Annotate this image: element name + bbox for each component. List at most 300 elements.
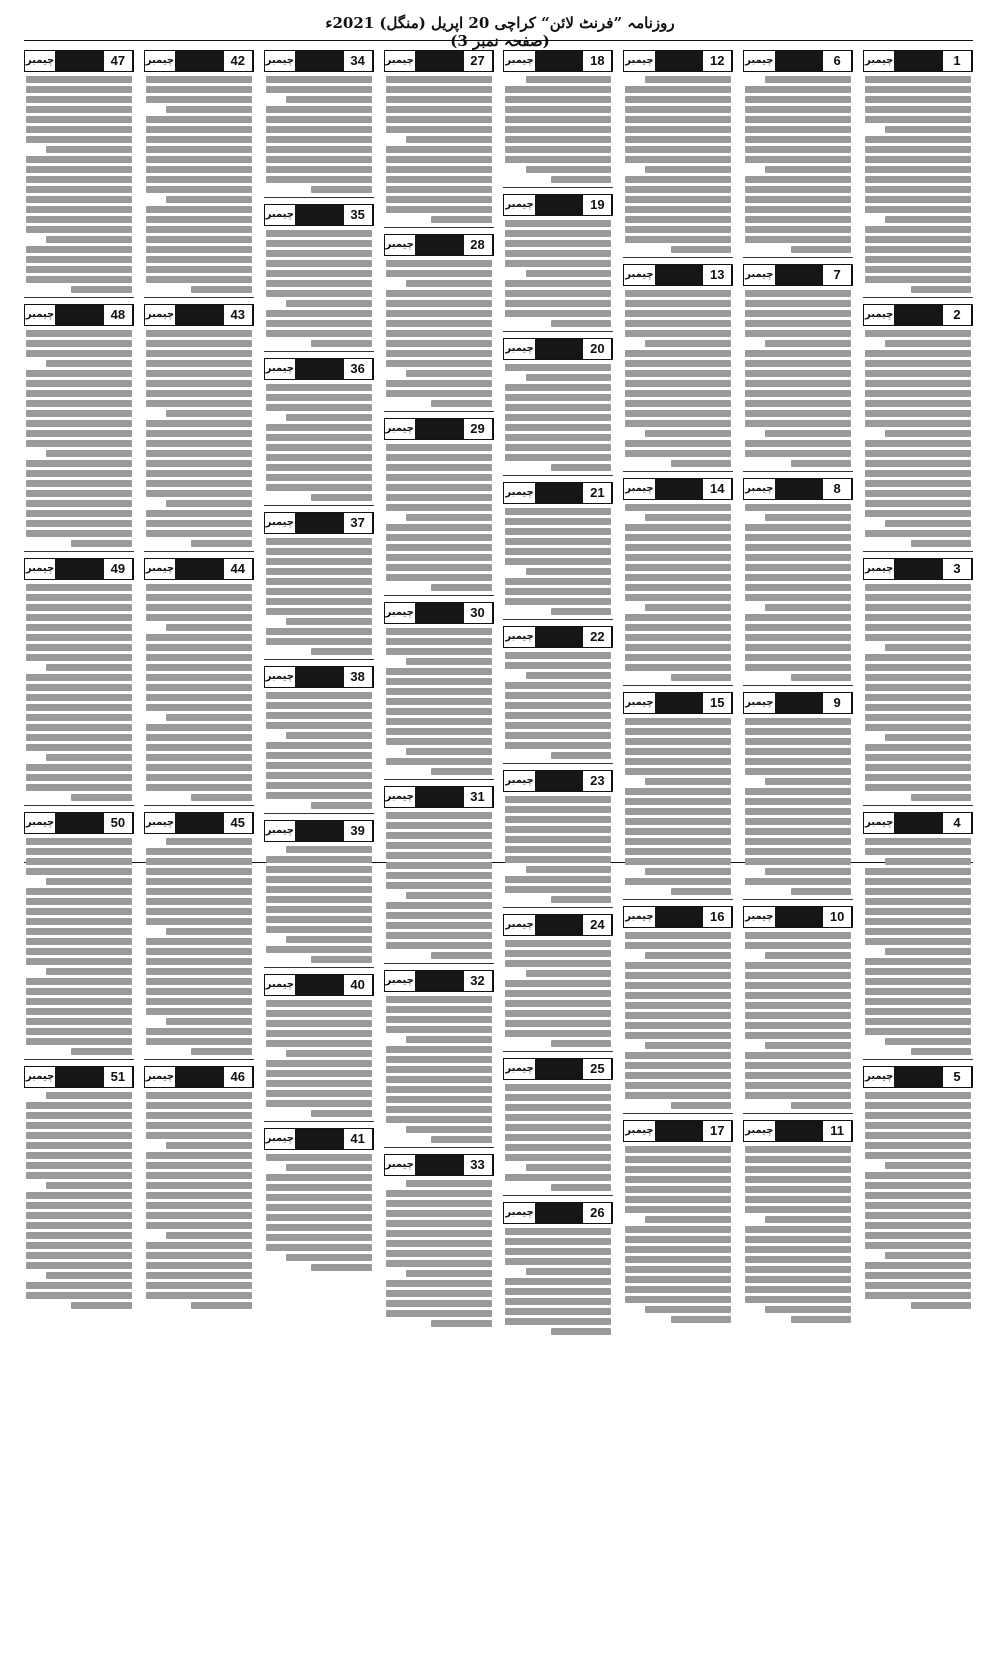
text-line [26, 480, 132, 487]
text-line [26, 266, 132, 273]
notice-label: چیمبر [865, 309, 894, 320]
tender-notice [264, 358, 374, 506]
text-line [386, 1250, 492, 1257]
tender-notice [623, 50, 733, 258]
notice-label: چیمبر [385, 55, 414, 66]
text-line [386, 648, 492, 655]
text-line [865, 744, 971, 751]
text-line [266, 1080, 372, 1087]
notice-number: 5 [943, 1067, 972, 1087]
text-line [146, 1152, 252, 1159]
text-line [505, 1030, 611, 1037]
text-line [505, 1258, 611, 1265]
text-line [146, 958, 252, 965]
text-line [386, 380, 492, 387]
text-line [26, 206, 132, 213]
notice-number: 34 [344, 51, 373, 71]
text-line [386, 1096, 492, 1103]
text-line [865, 908, 971, 915]
text-line [406, 1270, 492, 1277]
text-line [46, 1182, 132, 1189]
notice-divider [384, 595, 494, 596]
text-line [146, 1292, 252, 1299]
text-line [645, 1042, 731, 1049]
notice-header [24, 1066, 134, 1088]
notice-label: چیمبر [265, 1133, 294, 1144]
notice-divider [743, 471, 853, 472]
notice-number: 7 [823, 265, 852, 285]
tender-notice [264, 820, 374, 968]
text-line [386, 320, 492, 327]
text-line [26, 918, 132, 925]
text-line [505, 682, 611, 689]
text-line [266, 946, 372, 953]
text-line [146, 186, 252, 193]
text-line [386, 932, 492, 939]
text-line [26, 774, 132, 781]
text-line [386, 1190, 492, 1197]
text-line [505, 310, 611, 317]
text-line [266, 1000, 372, 1007]
text-line [146, 1092, 252, 1099]
text-line [865, 664, 971, 671]
text-line [505, 836, 611, 843]
text-line [146, 370, 252, 377]
text-line [406, 514, 492, 521]
text-line [266, 434, 372, 441]
text-line [26, 1132, 132, 1139]
notice-header-bar [415, 51, 464, 71]
notice-number: 27 [464, 51, 493, 71]
notice-label: چیمبر [505, 55, 534, 66]
notice-divider [144, 551, 254, 552]
text-line [386, 270, 492, 277]
notice-label: چیمبر [505, 1207, 534, 1218]
notice-header-bar [894, 813, 943, 833]
text-line [745, 146, 851, 153]
text-line [26, 246, 132, 253]
text-line [865, 1102, 971, 1109]
notice-label: چیمبر [265, 517, 294, 528]
text-line [266, 176, 372, 183]
text-line [146, 664, 252, 671]
notice-header-bar [535, 1203, 584, 1223]
text-line [745, 1246, 851, 1253]
text-line [505, 940, 611, 947]
text-line [765, 1042, 851, 1049]
text-line [625, 370, 731, 377]
text-line [146, 1162, 252, 1169]
notice-header [503, 914, 613, 936]
notice-divider [503, 475, 613, 476]
text-line [26, 86, 132, 93]
notice-header [24, 304, 134, 326]
notice-number: 39 [344, 821, 373, 841]
text-line [266, 166, 372, 173]
text-line [625, 838, 731, 845]
text-line [386, 494, 492, 501]
notice-number: 46 [224, 1067, 253, 1087]
text-line [26, 604, 132, 611]
text-line [26, 988, 132, 995]
text-line [146, 988, 252, 995]
notice-divider [384, 963, 494, 964]
text-line [625, 758, 731, 765]
notice-header-bar [655, 907, 704, 927]
text-line [266, 1060, 372, 1067]
text-line [625, 126, 731, 133]
tender-notice [264, 512, 374, 660]
text-line [745, 594, 851, 601]
notice-label: چیمبر [625, 269, 654, 280]
notice-header [264, 820, 374, 842]
text-line [386, 996, 492, 1003]
text-line [645, 76, 731, 83]
notice-header [743, 692, 853, 714]
text-line [26, 1282, 132, 1289]
text-line [625, 644, 731, 651]
text-line [745, 1166, 851, 1173]
text-line [386, 260, 492, 267]
tender-notice [144, 1066, 254, 1309]
notice-header [384, 970, 494, 992]
text-line [745, 1186, 851, 1193]
text-line [625, 1166, 731, 1173]
text-line [625, 106, 731, 113]
text-line [671, 460, 732, 467]
text-line [865, 276, 971, 283]
text-line [625, 310, 731, 317]
text-line [625, 176, 731, 183]
text-line [625, 738, 731, 745]
text-line [266, 598, 372, 605]
text-line [745, 1052, 851, 1059]
text-line [26, 350, 132, 357]
text-line [286, 414, 372, 421]
text-line [266, 320, 372, 327]
text-line [625, 962, 731, 969]
text-line [146, 604, 252, 611]
text-line [166, 928, 252, 935]
text-line [386, 1230, 492, 1237]
notice-divider [623, 257, 733, 258]
notice-header-bar [295, 667, 344, 687]
text-line [865, 400, 971, 407]
text-line [645, 868, 731, 875]
notice-label: چیمبر [385, 1159, 414, 1170]
notice-header-bar [295, 975, 344, 995]
text-line [146, 998, 252, 1005]
text-line [865, 440, 971, 447]
text-line [865, 1132, 971, 1139]
tender-notice [503, 1058, 613, 1196]
text-line [865, 584, 971, 591]
notice-divider [264, 197, 374, 198]
text-line [745, 1022, 851, 1029]
text-line [505, 1288, 611, 1295]
text-line [146, 968, 252, 975]
notice-header-bar [175, 51, 224, 71]
text-line [26, 510, 132, 517]
text-line [386, 106, 492, 113]
text-line [745, 176, 851, 183]
text-line [26, 694, 132, 701]
text-line [146, 460, 252, 467]
text-line [645, 430, 731, 437]
text-line [266, 1214, 372, 1221]
text-line [26, 958, 132, 965]
text-line [311, 1264, 372, 1271]
tender-notice [503, 1202, 613, 1335]
text-line [865, 1122, 971, 1129]
text-line [266, 752, 372, 759]
notice-header-bar [535, 771, 584, 791]
text-line [146, 1038, 252, 1045]
text-line [406, 658, 492, 665]
text-line [625, 196, 731, 203]
text-line [865, 1112, 971, 1119]
text-line [266, 136, 372, 143]
text-line [146, 146, 252, 153]
text-line [26, 520, 132, 527]
notice-label: چیمبر [625, 483, 654, 494]
tender-notice [503, 50, 613, 188]
text-line [865, 530, 971, 537]
text-line [386, 360, 492, 367]
text-line [146, 948, 252, 955]
text-line [505, 538, 611, 545]
text-line [406, 1126, 492, 1133]
text-line [386, 206, 492, 213]
text-line [26, 1242, 132, 1249]
text-line [551, 752, 612, 759]
text-line [745, 450, 851, 457]
text-line [146, 1252, 252, 1259]
text-line [745, 196, 851, 203]
text-line [266, 146, 372, 153]
text-line [26, 1142, 132, 1149]
text-line [26, 1172, 132, 1179]
text-line [791, 1316, 852, 1323]
text-line [386, 290, 492, 297]
text-line [505, 280, 611, 287]
text-line [865, 256, 971, 263]
text-line [386, 1240, 492, 1247]
text-line [885, 1252, 971, 1259]
notice-label: چیمبر [385, 791, 414, 802]
text-line [46, 1092, 132, 1099]
text-line [26, 654, 132, 661]
text-line [745, 360, 851, 367]
text-line [146, 380, 252, 387]
text-line [266, 444, 372, 451]
notice-header-bar [415, 787, 464, 807]
notice-header-bar [775, 907, 824, 927]
notice-header [503, 194, 613, 216]
notice-label: چیمبر [505, 775, 534, 786]
text-line [286, 1050, 372, 1057]
text-line [146, 76, 252, 83]
text-line [745, 504, 851, 511]
text-line [505, 1278, 611, 1285]
text-line [505, 548, 611, 555]
text-line [71, 1302, 132, 1309]
text-line [745, 614, 851, 621]
notice-number: 43 [224, 305, 253, 325]
text-line [745, 972, 851, 979]
notice-label: چیمبر [745, 911, 774, 922]
tender-notice [863, 558, 973, 806]
notice-divider [503, 1195, 613, 1196]
text-line [625, 1286, 731, 1293]
tender-notice [144, 304, 254, 552]
column [264, 44, 374, 1654]
text-line [745, 654, 851, 661]
text-line [505, 826, 611, 833]
text-line [865, 988, 971, 995]
text-line [26, 1008, 132, 1015]
text-line [26, 1262, 132, 1269]
text-line [505, 876, 611, 883]
notice-header [264, 358, 374, 380]
text-line [26, 196, 132, 203]
text-line [625, 1176, 731, 1183]
notice-label: چیمبر [745, 55, 774, 66]
text-line [745, 534, 851, 541]
notice-header [384, 786, 494, 808]
notice-header [384, 602, 494, 624]
text-line [505, 1020, 611, 1027]
text-line [146, 350, 252, 357]
tender-notice [743, 692, 853, 900]
notice-label: چیمبر [505, 199, 534, 210]
text-line [191, 1302, 252, 1309]
notice-number: 12 [703, 51, 732, 71]
text-line [745, 440, 851, 447]
text-line [865, 1272, 971, 1279]
text-line [765, 76, 851, 83]
text-line [505, 414, 611, 421]
tender-notice [384, 970, 494, 1148]
text-line [266, 156, 372, 163]
text-line [386, 1116, 492, 1123]
text-line [526, 76, 612, 83]
tender-notice [863, 812, 973, 1060]
tender-notice [623, 906, 733, 1114]
notice-number: 16 [703, 907, 732, 927]
text-line [26, 186, 132, 193]
text-line [386, 554, 492, 561]
text-line [266, 782, 372, 789]
notice-number: 37 [344, 513, 373, 533]
text-line [146, 1182, 252, 1189]
text-line [505, 960, 611, 967]
text-line [146, 1272, 252, 1279]
notice-header [144, 50, 254, 72]
text-line [266, 76, 372, 83]
text-line [865, 196, 971, 203]
text-line [865, 390, 971, 397]
tender-notice [384, 418, 494, 596]
text-line [745, 718, 851, 725]
text-line [431, 1136, 492, 1143]
text-line [865, 246, 971, 253]
text-line [386, 474, 492, 481]
notice-divider [623, 1113, 733, 1114]
text-line [266, 106, 372, 113]
text-line [386, 728, 492, 735]
notice-header [623, 50, 733, 72]
text-line [505, 732, 611, 739]
notice-header-bar [295, 821, 344, 841]
text-line [26, 470, 132, 477]
text-line [625, 1256, 731, 1263]
text-line [765, 952, 851, 959]
text-line [386, 638, 492, 645]
text-line [625, 798, 731, 805]
text-line [911, 286, 972, 293]
text-line [266, 1224, 372, 1231]
text-line [146, 276, 252, 283]
text-line [765, 1306, 851, 1313]
text-line [26, 176, 132, 183]
text-line [505, 980, 611, 987]
text-line [505, 106, 611, 113]
text-line [311, 186, 372, 193]
notice-label: چیمبر [745, 483, 774, 494]
text-line [505, 394, 611, 401]
text-line [26, 1202, 132, 1209]
text-line [625, 1002, 731, 1009]
text-line [625, 380, 731, 387]
text-line [865, 704, 971, 711]
text-line [645, 1216, 731, 1223]
notice-header-bar [894, 1067, 943, 1087]
column [623, 44, 733, 1654]
text-line [505, 528, 611, 535]
text-line [46, 664, 132, 671]
text-line [505, 1318, 611, 1325]
text-line [505, 1144, 611, 1151]
text-line [625, 440, 731, 447]
text-line [745, 524, 851, 531]
text-line [166, 1232, 252, 1239]
notice-label: چیمبر [865, 1071, 894, 1082]
text-line [625, 878, 731, 885]
text-line [865, 724, 971, 731]
tender-notice [623, 264, 733, 472]
text-line [26, 1018, 132, 1025]
text-line [625, 86, 731, 93]
text-line [26, 166, 132, 173]
text-line [625, 1062, 731, 1069]
text-line [791, 246, 852, 253]
notice-number: 20 [583, 339, 612, 359]
text-line [386, 698, 492, 705]
tender-notice [743, 906, 853, 1114]
notice-label: چیمبر [625, 697, 654, 708]
text-line [625, 1052, 731, 1059]
text-line [745, 768, 851, 775]
notice-label: چیمبر [265, 979, 294, 990]
text-line [146, 1028, 252, 1035]
text-line [146, 938, 252, 945]
text-line [146, 694, 252, 701]
notice-number: 15 [703, 693, 732, 713]
text-line [625, 360, 731, 367]
tender-notice [863, 304, 973, 552]
text-line [865, 1142, 971, 1149]
